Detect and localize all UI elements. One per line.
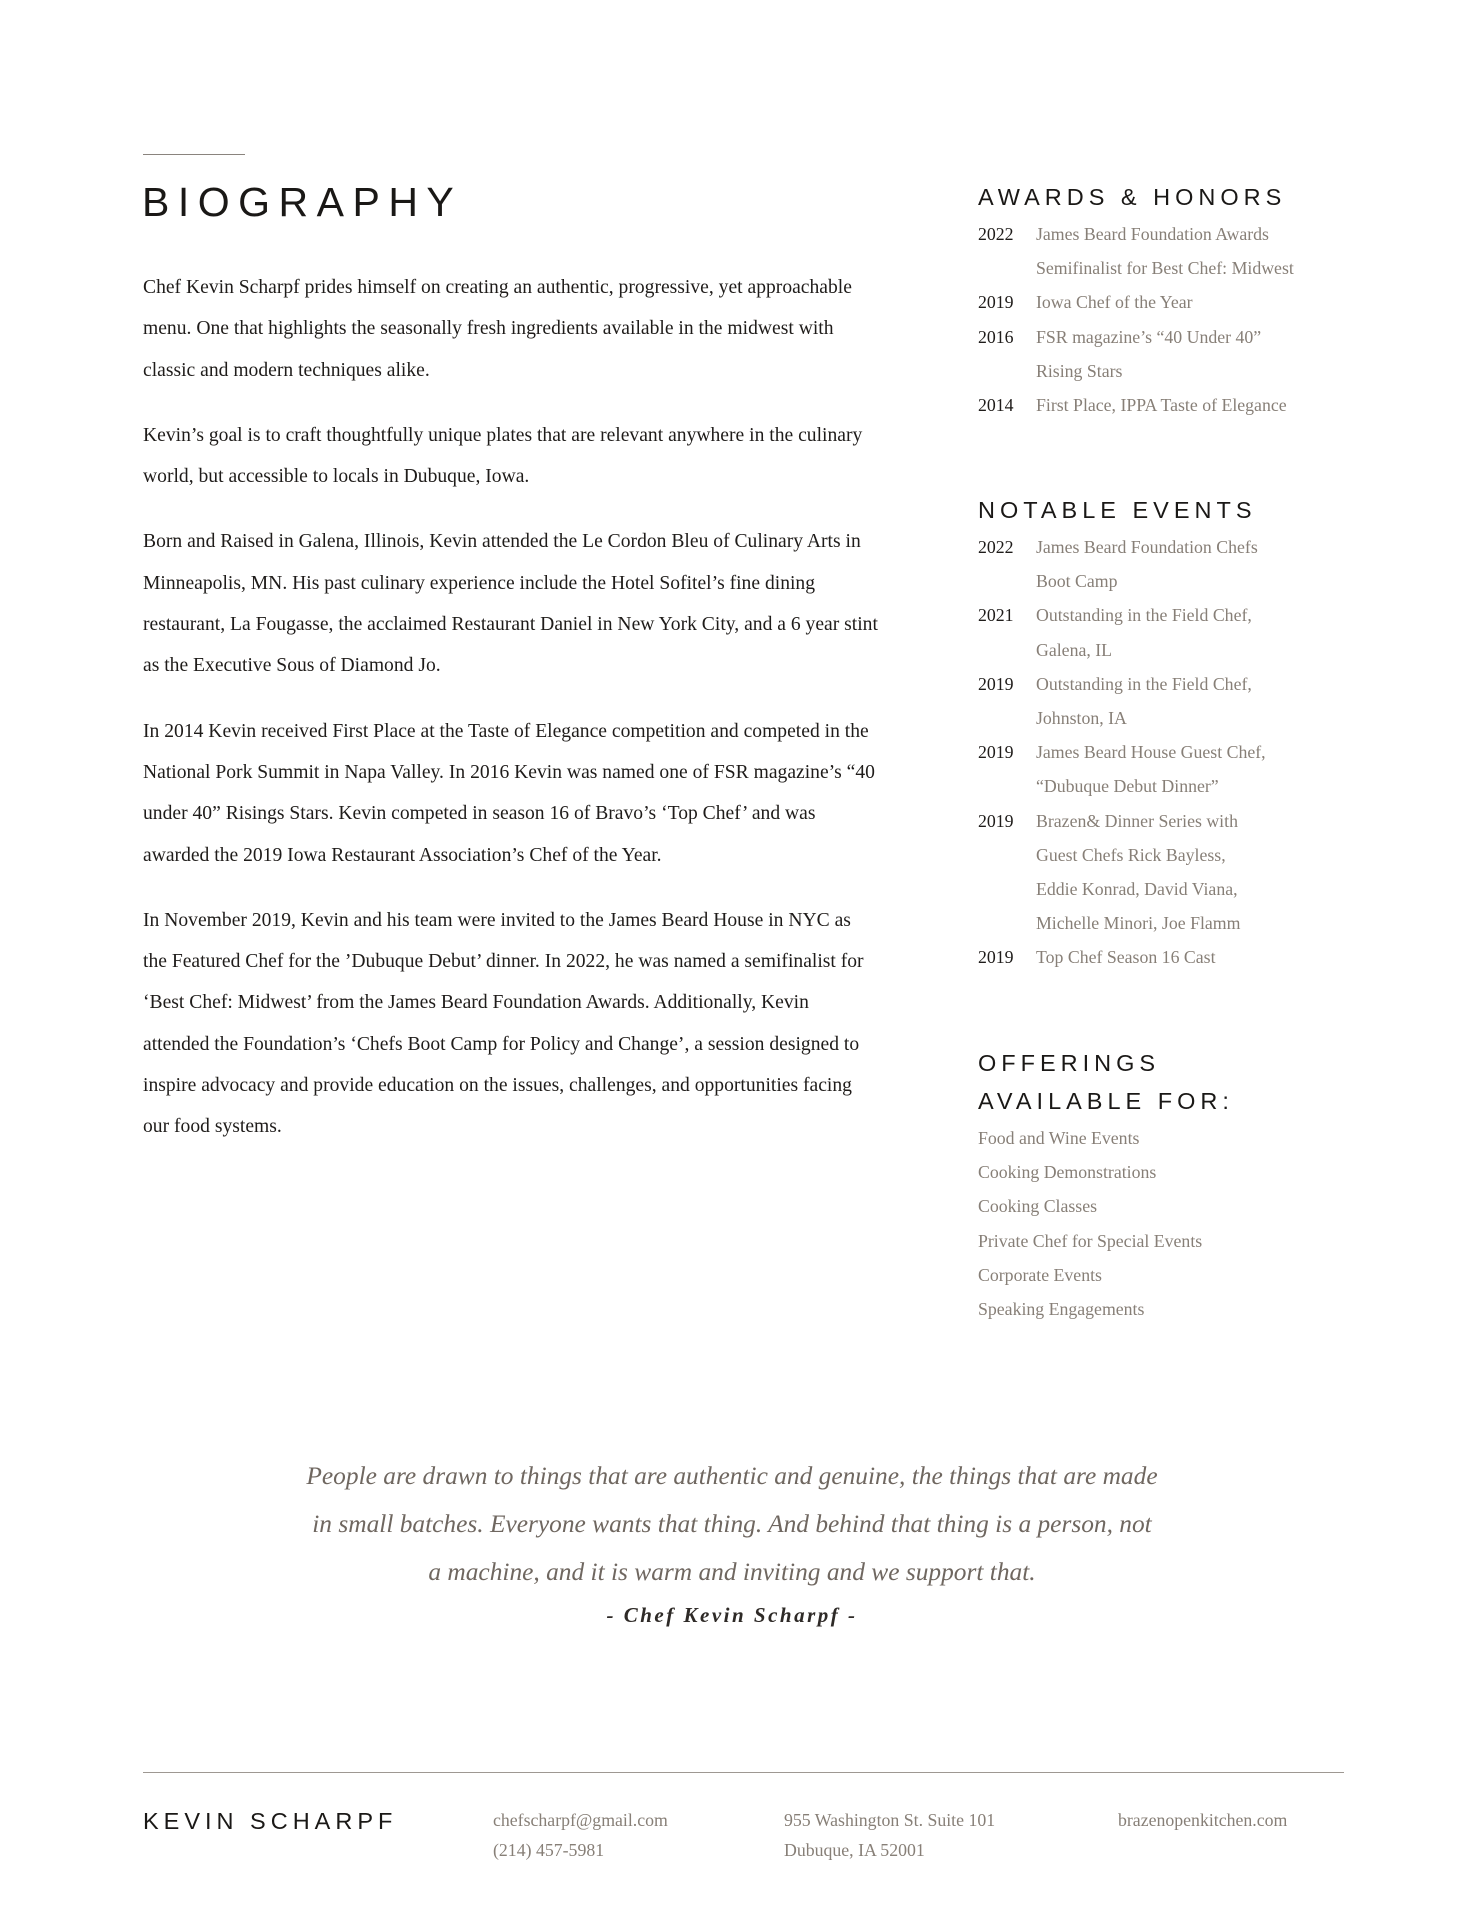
quote-author: - Chef Kevin Scharpf - — [606, 1603, 858, 1627]
events-list — [978, 530, 1338, 975]
list-item: Food and Wine Events — [978, 1128, 1140, 1148]
list-item — [978, 285, 1338, 319]
page-title: BIOGRAPHY — [142, 179, 463, 225]
events-section — [978, 492, 1338, 975]
footer-name: KEVIN SCHARPF — [143, 1808, 398, 1834]
bio-paragraph: Chef Kevin Scharpf prides himself on creating an authentic, progressive, yet approachable menu. One that highlights the seasonally fresh ingredients available in the midwest with classic and modern techniques alike. — [143, 277, 852, 381]
bio-paragraph: Kevin’s goal is to craft thoughtfully unique plates that are relevant anywhere in the culinary world, but accessible to locals in Dubuque, Iowa. — [143, 424, 863, 488]
list-item: Private Chef for Special Events — [978, 1230, 1203, 1251]
list-item: Speaking Engagements — [978, 1299, 1145, 1320]
footer-email[interactable]: chefscharpf@gmail.com — [493, 1810, 668, 1830]
list-item — [978, 735, 1338, 803]
bio-paragraph: In November 2019, Kevin and his team were invited to the James Beard House in NYC as the Featured Chef for the ’Dubuque Debut’ dinner. In 2022, he was named a semifinalist for ‘Best Chef: Midwest’ from the James Beard Foundation Awards. Additionally, Kevin attended the Foundation’s ‘Chefs Boot Camp for Policy and Change’, a session designed to inspire advocacy and provide education on the issues, challenges, and opportunities facing our food systems. — [143, 909, 864, 1138]
quote-line: a machine, and it is warm and inviting and we support that. — [428, 1558, 1036, 1586]
event-desc: Top Chef Season 16 Cast — [1036, 947, 1216, 968]
award-desc: James Beard Foundation Awards Semifinalist for Best Chef: Midwest — [1036, 224, 1294, 279]
offerings-heading — [978, 1045, 1338, 1120]
footer-phone[interactable]: (214) 457-5981 — [493, 1839, 605, 1860]
list-item — [978, 320, 1338, 388]
footer-website-link[interactable]: brazenopenkitchen.com — [1118, 1810, 1288, 1830]
title-accent-rule — [143, 154, 245, 155]
event-desc: James Beard Foundation Chefs Boot Camp — [1036, 537, 1258, 592]
award-year: 2022 — [978, 224, 1014, 244]
offerings-heading-line2: AVAILABLE FOR: — [978, 1087, 1234, 1114]
biography-body — [143, 267, 878, 1172]
awards-section — [978, 179, 1338, 422]
pull-quote — [232, 1452, 1232, 1596]
list-item: Cooking Classes — [978, 1196, 1098, 1217]
event-desc: Brazen& Dinner Series with Guest Chefs Rick Bayless, Eddie Konrad, David Viana, Michelle Minori, Joe Flamm — [1036, 810, 1241, 934]
quote-line: in small batches. Everyone wants that thing. And behind that thing is a person, not — [312, 1510, 1152, 1538]
list-item — [978, 804, 1338, 941]
event-year: 2019 — [978, 673, 1014, 694]
awards-heading: AWARDS & HONORS — [978, 184, 1287, 210]
event-year: 2019 — [978, 947, 1014, 968]
list-item — [978, 388, 1338, 422]
footer-divider — [143, 1772, 1344, 1773]
event-desc: Outstanding in the Field Chef, Johnston, IA — [1036, 673, 1252, 729]
list-item — [978, 598, 1338, 666]
event-year: 2019 — [978, 742, 1014, 763]
events-heading: NOTABLE EVENTS — [978, 497, 1257, 523]
offerings-section — [978, 1045, 1338, 1326]
award-desc: First Place, IPPA Taste of Elegance — [1036, 395, 1287, 416]
footer-address — [784, 1806, 995, 1865]
offerings-list — [978, 1121, 1338, 1326]
awards-list — [978, 217, 1338, 422]
list-item: Cooking Demonstrations — [978, 1162, 1157, 1183]
footer-website — [1118, 1806, 1287, 1836]
offerings-heading-line1: OFFERINGS — [978, 1050, 1161, 1076]
event-year: 2019 — [978, 810, 1014, 831]
award-year: 2016 — [978, 326, 1014, 347]
quote-line: People are drawn to things that are authentic and genuine, the things that are made — [306, 1462, 1158, 1490]
list-item — [978, 217, 1338, 285]
event-year: 2022 — [978, 537, 1014, 557]
list-item: Corporate Events — [978, 1264, 1102, 1285]
footer-address-line2: Dubuque, IA 52001 — [784, 1839, 925, 1860]
footer-contact — [493, 1806, 668, 1865]
award-desc: FSR magazine’s “40 Under 40” Rising Stars — [1036, 326, 1262, 381]
event-desc: Outstanding in the Field Chef, Galena, IL — [1036, 605, 1252, 660]
event-desc: James Beard House Guest Chef, “Dubuque Debut Dinner” — [1036, 742, 1266, 797]
list-item — [978, 940, 1338, 974]
event-year: 2021 — [978, 605, 1014, 626]
list-item — [978, 530, 1338, 598]
award-year: 2019 — [978, 292, 1014, 313]
award-desc: Iowa Chef of the Year — [1036, 292, 1193, 313]
bio-paragraph: In 2014 Kevin received First Place at the Taste of Elegance competition and competed in the National Pork Summit in Napa Valley. In 2016 Kevin was named one of FSR magazine’s “40 under 40” Risings Stars. Kevin competed in season 16 of Bravo’s ‘Top Chef’ and was awarded the 2019 Iowa Restaurant Association’s Chef of the Year. — [143, 720, 875, 866]
list-item — [978, 667, 1338, 735]
award-year: 2014 — [978, 395, 1014, 416]
bio-paragraph: Born and Raised in Galena, Illinois, Kevin attended the Le Cordon Bleu of Culinary Arts in Minneapolis, MN. His past culinary experience include the Hotel Sofitel’s fine dining restaurant, La Fougasse, the acclaimed Restaurant Daniel in New York City, and a 6 year stint as the Executive Sous of Diamond Jo. — [143, 531, 878, 677]
footer-address-line1: 955 Washington St. Suite 101 — [784, 1810, 996, 1830]
